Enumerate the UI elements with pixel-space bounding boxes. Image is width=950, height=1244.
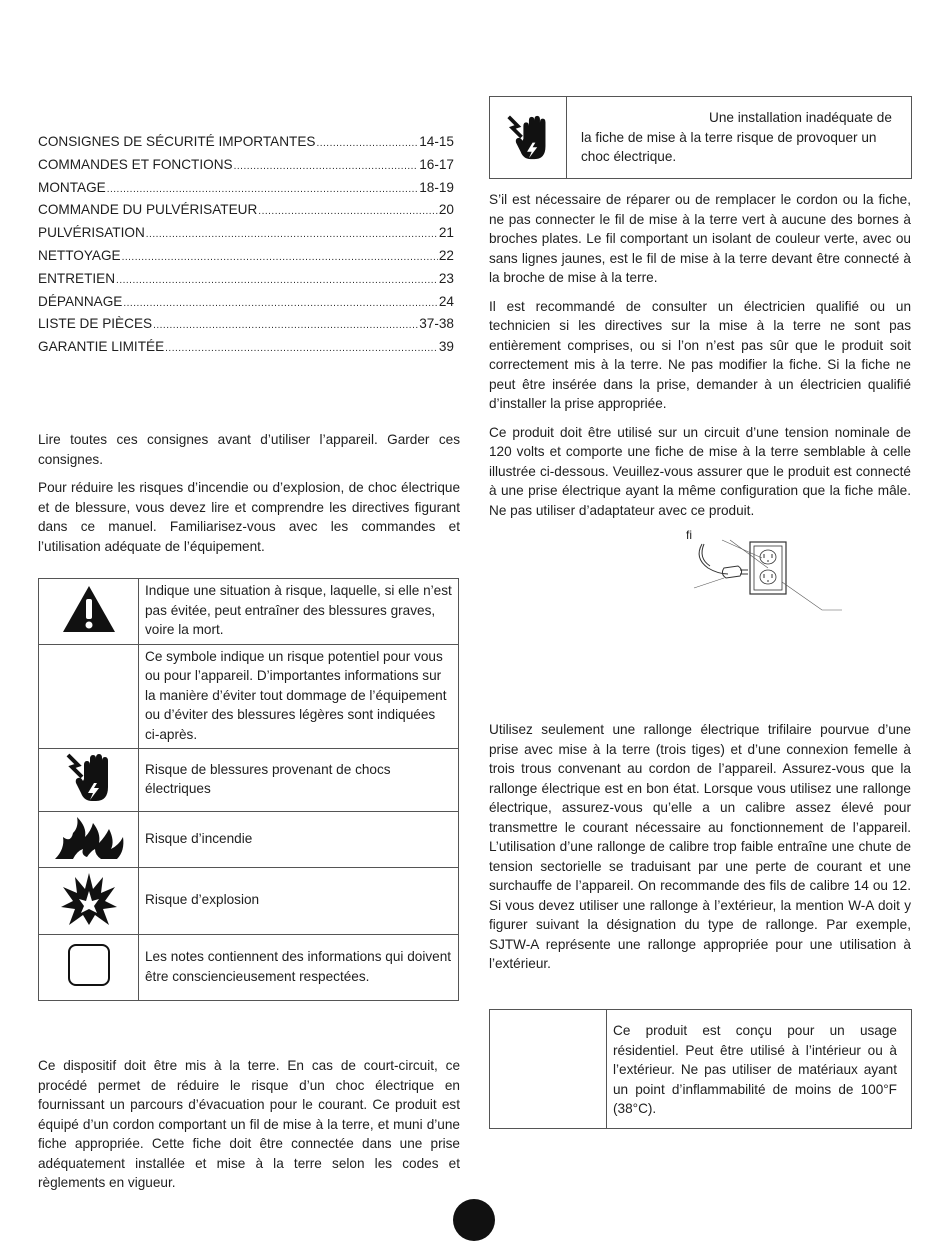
symbol-description: Risque d’explosion bbox=[139, 868, 459, 935]
intro-section bbox=[38, 430, 460, 565]
cord-paragraph: Il est recommandé de consulter un électricien qualifié ou un technicien si les directives sur la mise à la terre ne sont pas entièrement comprises, ou si l’on n’est pas sûr que le produit soit correctement mis à la terre. Ne pas modifier la fiche. Si la fiche ne peut être insérée dans la prise, demander à un électricien qualifié d’installer la prise appropriée. bbox=[489, 298, 911, 411]
toc-entry[interactable] bbox=[38, 314, 454, 337]
extension-cord-section bbox=[489, 720, 911, 983]
toc-entry[interactable] bbox=[38, 178, 454, 201]
toc-label: CONSIGNES DE SÉCURITÉ IMPORTANTES bbox=[38, 134, 316, 149]
toc-label: COMMANDE DU PULVÉRISATEUR bbox=[38, 202, 258, 218]
cord-instructions bbox=[489, 190, 911, 529]
shock-warning-text: Une installation inadéquate de la fiche de mise à la terre risque de provoquer un choc électrique. bbox=[581, 110, 892, 164]
toc-label: DÉPANNAGE bbox=[38, 293, 123, 309]
symbol-row bbox=[39, 749, 459, 812]
toc-label: COMMANDES ET FONCTIONS bbox=[38, 156, 233, 172]
symbol-description: Ce symbole indique un risque potentiel pour vous ou pour l’appareil. D’importantes informations sur la manière d’éviter tout dommage de l’équipement ou d’éviter des blessures légères sont indiquées ci-après. bbox=[139, 644, 459, 749]
box-icon-cell bbox=[490, 1010, 607, 1128]
usage-note-text: Ce produit est conçu pour un usage résidentiel. Peut être utilisé à l’intérieur ou à l’extérieur. Ne pas utiliser de matériaux ayant un point d’inflammabilité de moins de 100°F (38°C). bbox=[613, 1023, 897, 1116]
toc-leader bbox=[234, 157, 419, 176]
symbol-icon-cell bbox=[39, 644, 139, 749]
electric-shock-hand-icon bbox=[505, 113, 551, 163]
toc-page-number: 21 bbox=[438, 225, 454, 241]
symbol-description: Les notes contiennent des informations qui doivent être consciencieusement respectées. bbox=[139, 935, 459, 1001]
symbol-icon-cell bbox=[39, 812, 139, 868]
symbol-row bbox=[39, 935, 459, 1001]
symbol-legend-table bbox=[38, 578, 459, 1001]
symbol-icon-cell bbox=[39, 749, 139, 812]
toc-page-number: 22 bbox=[438, 247, 454, 263]
intro-paragraph: Pour réduire les risques d’incendie ou d’explosion, de choc électrique et de blessure, vous devez lire et comprendre les directives figurant dans ce manuel. Familiarisez-vous avec les commandes et l’utilisation adéquate de l’équipement. bbox=[38, 480, 460, 554]
grounding-section bbox=[38, 1056, 460, 1202]
toc-leader bbox=[258, 202, 438, 221]
symbol-icon-cell bbox=[39, 935, 139, 1001]
box-icon-cell bbox=[490, 97, 567, 178]
toc-label: LISTE DE PIÈCES bbox=[38, 316, 153, 332]
toc-page-number: 37-38 bbox=[419, 316, 454, 332]
symbol-description: Risque d’incendie bbox=[139, 812, 459, 868]
toc-entry[interactable] bbox=[38, 155, 454, 178]
toc-entry[interactable] bbox=[38, 246, 454, 269]
shock-warning-box bbox=[489, 96, 912, 179]
toc-entry[interactable] bbox=[38, 132, 454, 155]
page-number-badge bbox=[453, 1199, 495, 1241]
toc-label: PULVÉRISATION bbox=[38, 225, 145, 241]
table-of-contents bbox=[38, 132, 454, 360]
toc-label: MONTAGE bbox=[38, 179, 106, 195]
toc-leader bbox=[316, 134, 418, 153]
symbol-row bbox=[39, 644, 459, 749]
warning-triangle-icon bbox=[61, 583, 117, 635]
toc-page-number: 23 bbox=[438, 270, 454, 286]
toc-page-number: 39 bbox=[438, 339, 454, 355]
toc-page-number: 20 bbox=[438, 202, 454, 218]
extension-cord-paragraph: Utilisez seulement une rallonge électrique trifilaire pourvue d’une prise avec mise à la terre (trois tiges) et d’une connexion femelle à trois trous convenant au cordon de l’appareil. Assurez-vous que la rallonge électrique est en bon état. Lorsque vous utilisez une rallonge électrique, assurez-vous qu’elle a un calibre assez élevé pour transmettre le courant nécessaire au fonctionnement de l’appareil. L’utilisation d’une rallonge de calibre trop faible entraîne une chute de tension sectorielle se traduisant par une perte de courant et une surchauffe de l’appareil. On recommande des fils de calibre 14 ou 12. Si vous devez utiliser une rallonge à l’extérieur, la mention W-A doit y figurer suivant la désignation du type de rallonge. Par exemple, SJTW-A représente une rallonge appropriée pour une utilisation à l’extérieur. bbox=[489, 722, 911, 971]
symbol-description: Risque de blessures provenant de chocs électriques bbox=[139, 749, 459, 812]
toc-page-number: 14-15 bbox=[419, 134, 454, 149]
note-box-icon bbox=[66, 942, 112, 988]
symbol-row bbox=[39, 868, 459, 935]
fire-icon bbox=[51, 813, 127, 861]
toc-label: ENTRETIEN bbox=[38, 270, 116, 286]
toc-leader bbox=[122, 248, 438, 267]
explosion-icon bbox=[59, 871, 119, 927]
symbol-icon-cell bbox=[39, 579, 139, 645]
symbol-row bbox=[39, 579, 459, 645]
toc-label: NETTOYAGE bbox=[38, 247, 121, 263]
cord-paragraph: S’il est nécessaire de réparer ou de remplacer le cordon ou la fiche, ne pas connecter le fil de mise à la terre vert à aucune des bornes à broches plates. Le fil comportant un isolant de couleur verte, avec ou sans lignes jaunes, est le fil de mise à la terre devant être connecté à la broche de mise à la terre. bbox=[489, 192, 911, 285]
toc-page-number: 16-17 bbox=[419, 156, 454, 172]
usage-note-box bbox=[489, 1009, 912, 1129]
figure-label: fi bbox=[686, 528, 692, 542]
cord-paragraph: Ce produit doit être utilisé sur un circuit d’une tension nominale de 120 volts et comporte une fiche de mise à la terre semblable à celle illustrée ci-dessous. Veuillez-vous assurer que le produit est connecté à une prise électrique ayant la même configuration que la fiche mâle. Ne pas utiliser d’adaptateur avec ce produit. bbox=[489, 424, 911, 518]
toc-leader bbox=[165, 339, 438, 358]
toc-page-number: 18-19 bbox=[419, 179, 454, 195]
toc-entry[interactable] bbox=[38, 200, 454, 223]
grounded-plug-figure bbox=[684, 528, 854, 618]
toc-label: GARANTIE LIMITÉE bbox=[38, 339, 165, 355]
toc-entry[interactable] bbox=[38, 292, 454, 315]
toc-leader bbox=[116, 271, 438, 290]
symbol-description: Indique une situation à risque, laquelle, si elle n’est pas évitée, peut entraîner des blessures graves, voire la mort. bbox=[139, 579, 459, 645]
toc-entry[interactable] bbox=[38, 223, 454, 246]
intro-paragraph: Lire toutes ces consignes avant d’utiliser l’appareil. Garder ces consignes. bbox=[38, 432, 460, 467]
toc-leader bbox=[123, 294, 438, 313]
symbol-icon-cell bbox=[39, 868, 139, 935]
toc-leader bbox=[153, 316, 418, 335]
toc-leader bbox=[146, 225, 438, 244]
toc-page-number: 24 bbox=[438, 293, 454, 309]
plug-outlet-illustration bbox=[684, 528, 854, 618]
toc-entry[interactable] bbox=[38, 269, 454, 292]
electric-shock-hand-icon bbox=[64, 751, 114, 805]
grounding-paragraph: Ce dispositif doit être mis à la terre. En cas de court-circuit, ce procédé permet de réduire le risque d’un choc électrique en fournissant un parcours d’évacuation pour le courant. Ce produit est équipé d’un cordon comportant un fil de mise à la terre, et muni d’une fiche appropriée. Cette fiche doit être connectée dans une prise adéquatement installée et mise à la terre selon les codes et règlements en vigueur. bbox=[38, 1058, 460, 1190]
toc-leader bbox=[107, 180, 419, 199]
toc-entry[interactable] bbox=[38, 337, 454, 360]
symbol-row bbox=[39, 812, 459, 868]
